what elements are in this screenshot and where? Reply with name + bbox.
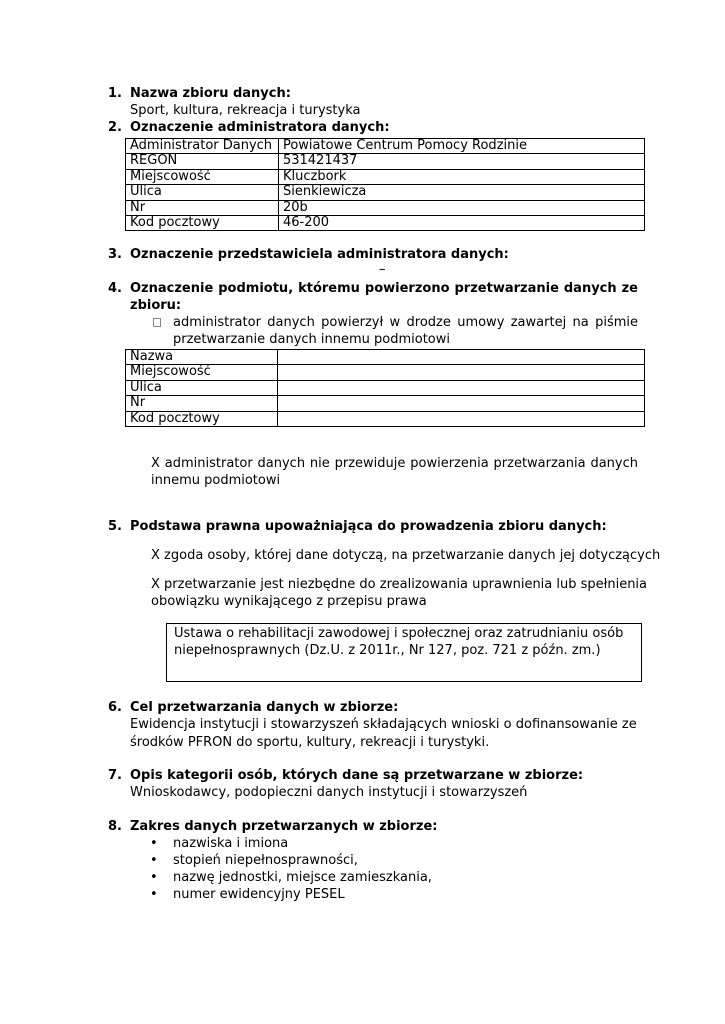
legal-basis-law-line-1: X przetwarzanie jest niezbędne do zrealizowania uprawnienia lub spełnienia <box>151 577 648 592</box>
list-item: stopień niepełnosprawności, <box>173 853 358 868</box>
legal-basis-law-line-2: obowiązku wynikającego z przepisu prawa <box>151 594 427 609</box>
legal-act-line-2: niepełnosprawnych (Dz.U. z 2011r., Nr 127, poz. 721 z późn. zm.) <box>174 643 601 658</box>
section-2-heading: Oznaczenie administratora danych: <box>130 120 390 135</box>
table-row <box>126 411 645 426</box>
table-cell-label: Nr <box>126 200 279 215</box>
table-cell-label: Miejscowość <box>126 169 279 184</box>
section-1-value: Sport, kultura, rekreacja i turystyka <box>130 103 361 118</box>
table-row <box>126 154 645 169</box>
table-cell-value: 531421437 <box>278 154 644 169</box>
table-cell-value: Sienkiewicza <box>278 185 644 200</box>
section-7-number: 7. <box>108 768 122 783</box>
section-6-number: 6. <box>108 700 122 715</box>
option-entrusted-line-2: przetwarzanie danych innemu podmiotowi <box>173 332 451 347</box>
legal-basis-consent: X zgoda osoby, której dane dotyczą, na przetwarzanie danych jej dotyczących <box>151 548 661 563</box>
section-4-heading: Oznaczenie podmiotu, któremu powierzono przetwarzanie danych ze <box>130 281 638 296</box>
processor-table <box>125 349 645 427</box>
table-cell-label: Nr <box>126 396 278 411</box>
bullet-icon: • <box>150 870 158 885</box>
section-3-heading: Oznaczenie przedstawiciela administratora danych: <box>130 247 509 262</box>
list-item: nazwę jednostki, miejsce zamieszkania, <box>173 870 432 885</box>
table-cell-value <box>277 380 644 395</box>
administrator-table <box>125 138 645 231</box>
table-cell-value <box>277 350 644 365</box>
table-cell-value: Powiatowe Centrum Pomocy Rodzinie <box>278 139 644 154</box>
table-cell-label: Miejscowość <box>126 365 278 380</box>
table-cell-value <box>277 411 644 426</box>
table-cell-value <box>277 365 644 380</box>
section-3-number: 3. <box>108 247 122 262</box>
section-7-value: Wnioskodawcy, podopieczni danych instytucji i stowarzyszeń <box>130 785 528 800</box>
section-6-heading: Cel przetwarzania danych w zbiorze: <box>130 700 399 715</box>
section-1-heading: Nazwa zbioru danych: <box>130 86 291 101</box>
table-row <box>126 396 645 411</box>
section-8-number: 8. <box>108 819 122 834</box>
legal-act-line-1: Ustawa o rehabilitacji zawodowej i społecznej oraz zatrudnianiu osób <box>174 626 624 641</box>
table-cell-value: 20b <box>278 200 644 215</box>
bullet-icon: • <box>150 853 158 868</box>
table-cell-label: Ulica <box>126 185 279 200</box>
table-cell-value: Kluczbork <box>278 169 644 184</box>
table-cell-label: Kod pocztowy <box>126 411 278 426</box>
section-5-heading: Podstawa prawna upoważniająca do prowadzenia zbioru danych: <box>130 519 607 534</box>
table-row <box>126 215 645 230</box>
table-cell-label: Kod pocztowy <box>126 215 279 230</box>
table-cell-label: Administrator Danych <box>126 139 279 154</box>
table-row <box>126 185 645 200</box>
list-item: numer ewidencyjny PESEL <box>173 887 345 902</box>
table-row <box>126 169 645 184</box>
section-4-number: 4. <box>108 281 122 296</box>
section-3-value: – <box>379 262 386 277</box>
section-6-line-1: Ewidencja instytucji i stowarzyszeń składających wnioski o dofinansowanie ze <box>130 717 637 732</box>
table-cell-value: 46-200 <box>278 215 644 230</box>
bullet-icon: • <box>150 887 158 902</box>
section-8-heading: Zakres danych przetwarzanych w zbiorze: <box>130 819 438 834</box>
section-1-number: 1. <box>108 86 122 101</box>
legal-act-box <box>166 623 642 682</box>
table-cell-label: Ulica <box>126 380 278 395</box>
table-row <box>126 365 645 380</box>
bullet-icon: • <box>150 836 158 851</box>
section-4-heading-cont: zbioru: <box>130 298 182 313</box>
section-6-line-2: środków PFRON do sportu, kultury, rekreacji i turystyki. <box>130 735 490 750</box>
table-cell-label: Nazwa <box>126 350 278 365</box>
table-row <box>126 350 645 365</box>
section-7-heading: Opis kategorii osób, których dane są przetwarzane w zbiorze: <box>130 768 584 783</box>
table-cell-label: REGON <box>126 154 279 169</box>
list-item: nazwiska i imiona <box>173 836 289 851</box>
section-2-number: 2. <box>108 120 122 135</box>
table-cell-value <box>277 396 644 411</box>
option-not-entrusted-line-2: innemu podmiotowi <box>151 473 281 488</box>
section-5-number: 5. <box>108 519 122 534</box>
checkbox-entrusted[interactable] <box>153 318 161 327</box>
option-not-entrusted-line-1: X administrator danych nie przewiduje powierzenia przetwarzania danych <box>151 456 638 471</box>
option-entrusted-line-1: administrator danych powierzył w drodze umowy zawartej na piśmie <box>173 315 638 330</box>
table-row <box>126 139 645 154</box>
table-row <box>126 200 645 215</box>
table-row <box>126 380 645 395</box>
